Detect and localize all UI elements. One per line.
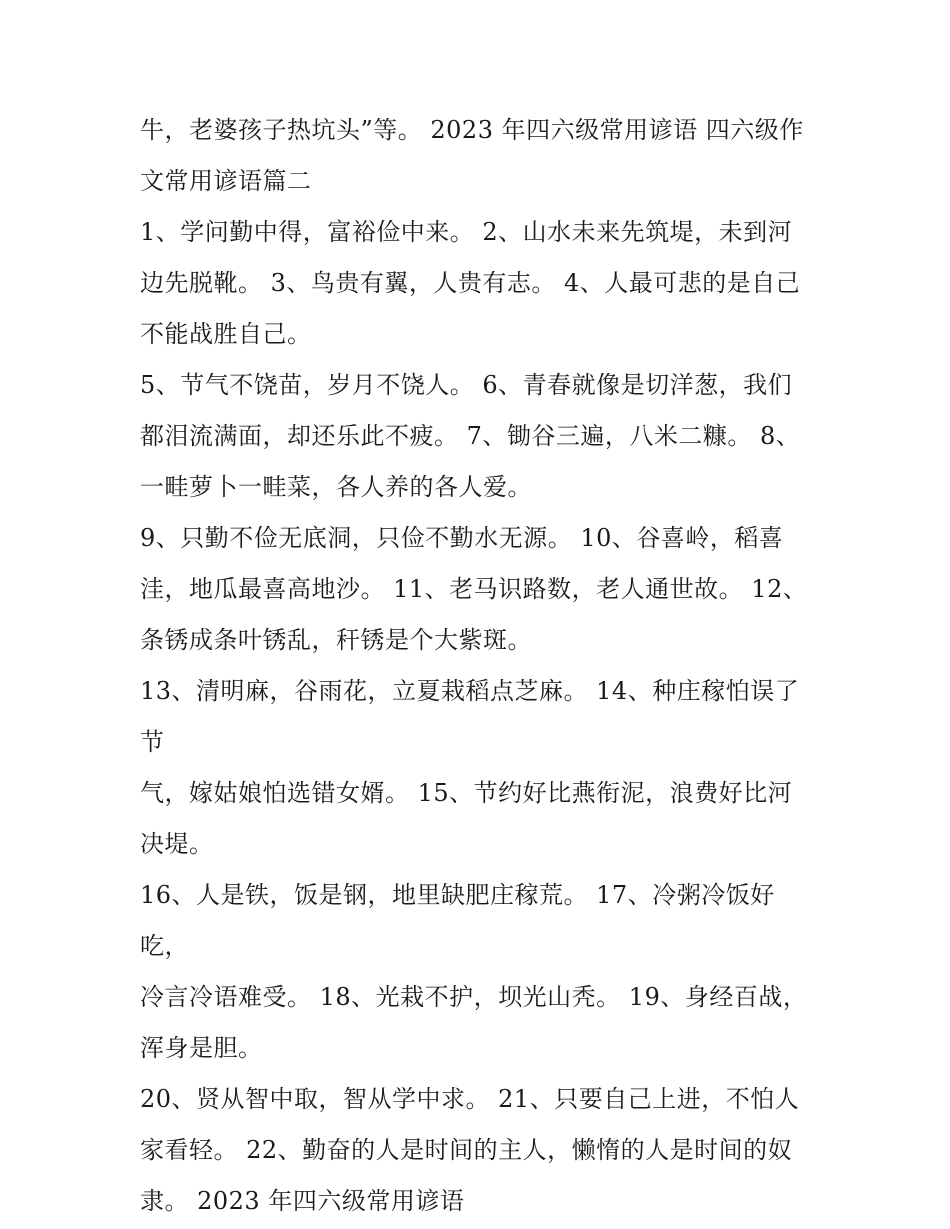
paragraph-proverbs-20-22: 20、贤从智中取，智从学中求。 21、只要自己上进，不怕人 家看轻。 22、勤奋的人是时间的主人，懒惰的人是时间的奴 隶。 2023 年四六级常用谚语 [140, 1085, 800, 1215]
paragraph-intro: 牛，老婆孩子热坑头”等。 2023 年四六级常用谚语 四六级作 文常用谚语篇二 [140, 116, 804, 195]
paragraph-proverbs-9-12: 9、只勤不俭无底洞，只俭不勤水无源。 10、谷喜岭，稻喜 洼，地瓜最喜高地沙。 11、老马识路数，老人通世故。 12、 条锈成条叶锈乱，秆锈是个大紫斑。 [140, 524, 808, 654]
paragraph-proverbs-5-8: 5、节气不饶苗，岁月不饶人。 6、青春就像是切洋葱，我们 都泪流满面，却还乐此不疲。 7、锄谷三遍，八米二糠。 8、 一畦萝卜一畦菜，各人养的各人爱。 [140, 371, 801, 501]
document-body [140, 105, 820, 1227]
paragraph-proverbs-13-15: 13、清明麻，谷雨花，立夏栽稻点芝麻。 14、种庄稼怕误了节 气，嫁姑娘怕选错女婿。 15、节约好比燕衔泥，浪费好比河 决堤。 [140, 677, 800, 858]
paragraph-proverbs-1-4: 1、学问勤中得，富裕俭中来。 2、山水未来先筑堤，未到河 边先脱靴。 3、鸟贵有翼，人贵有志。 4、人最可悲的是自己 不能战胜自己。 [140, 218, 801, 348]
paragraph-proverbs-16-19: 16、人是铁，饭是钢，地里缺肥庄稼荒。 17、冷粥冷饭好吃， 冷言冷语难受。 18、光栽不护，坝光山秃。 19、身经百战， 浑身是胆。 [140, 881, 808, 1062]
